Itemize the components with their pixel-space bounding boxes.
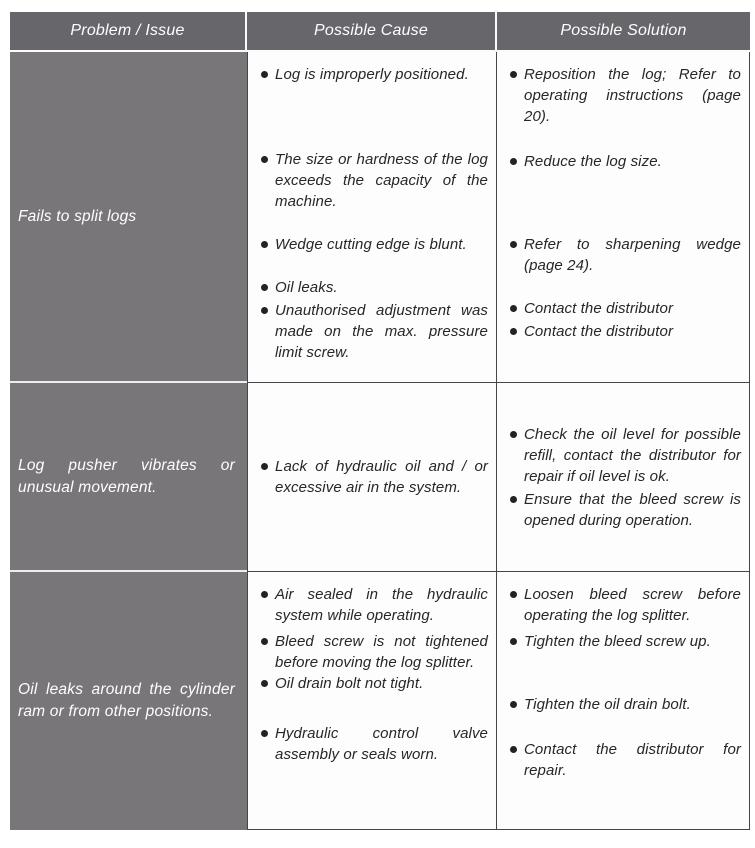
bullet-item [509,584,741,626]
cause-cell-row2 [247,383,497,572]
cause-text: The size or hardness of the log exceeds the capacity of the machine. [275,151,488,210]
solution-text: Reposition the log; Refer to operating instructions (page 20). [524,66,741,125]
bullet-icon [510,638,517,645]
solution-text: Loosen bleed screw before operating the log splitter. [524,586,741,624]
troubleshooting-table [10,12,750,830]
bullet-icon [261,241,268,248]
bullet-item [260,584,488,626]
bullet-item [260,673,488,694]
solution-text: Contact the distributor [524,323,674,340]
solution-text: Tighten the oil drain bolt. [524,696,691,713]
cause-text: Air sealed in the hydraulic system while operating. [275,586,488,624]
bullet-item [509,694,741,715]
bullet-item [260,456,488,498]
header-cell-solution [497,12,750,52]
header-label-solution: Possible Solution [560,22,687,39]
bullet-item [509,234,741,276]
bullet-icon [510,431,517,438]
bullet-icon [261,730,268,737]
header-label-problem: Problem / Issue [70,22,185,39]
cause-text: Hydraulic control valve assembly or seals worn. [275,725,488,763]
bullet-item [509,631,741,652]
solution-text: Check the oil level for possible refill, contact the distributor for repair if oil level is ok. [524,425,741,485]
bullet-item [509,321,741,342]
cause-text: Bleed screw is not tightened before moving the log splitter. [275,633,488,671]
problem-text: Fails to split logs [18,207,137,225]
bullet-icon [510,328,517,335]
bullet-icon [510,305,517,312]
problem-cell-fails-to-split [10,52,247,383]
solution-text: Tighten the bleed screw up. [524,633,711,650]
cause-cell-row1 [247,52,497,383]
header-cell-problem [10,12,247,52]
bullet-icon [510,701,517,708]
bullet-icon [510,591,517,598]
cause-text: Oil drain bolt not tight. [275,675,424,692]
bullet-item [260,300,488,363]
cause-text: Lack of hydraulic oil and / or excessive air in the system. [275,458,488,496]
solution-text: Reduce the log size. [524,153,662,170]
bullet-icon [261,156,268,163]
bullet-icon [510,746,517,753]
bullet-icon [261,680,268,687]
bullet-icon [510,71,517,78]
cause-cell-row3 [247,572,497,830]
bullet-item [509,298,741,319]
bullet-icon [261,591,268,598]
solution-cell-row2 [497,383,750,572]
bullet-icon [510,496,517,503]
bullet-item [509,489,741,531]
bullet-icon [261,307,268,314]
header-label-cause: Possible Cause [314,22,428,39]
header-cell-cause [247,12,497,52]
bullet-icon [510,241,517,248]
cause-text: Wedge cutting edge is blunt. [275,236,467,253]
problem-cell-log-pusher-vibrates [10,383,247,572]
cause-text: Unauthorised adjustment was made on the max. pressure limit screw. [275,302,488,361]
solution-text: Contact the distributor for repair. [524,741,741,779]
cause-text: Log is improperly positioned. [275,66,469,83]
cause-text: Oil leaks. [275,279,338,296]
solution-text: Contact the distributor [524,300,674,317]
bullet-item [260,277,488,298]
bullet-item [260,234,488,255]
bullet-item [260,149,488,212]
solution-text: Ensure that the bleed screw is opened during operation. [524,490,741,529]
solution-cell-row1 [497,52,750,383]
bullet-item [260,631,488,673]
bullet-icon [261,284,268,291]
solution-cell-row3 [497,572,750,830]
bullet-icon [261,638,268,645]
bullet-item [260,723,488,765]
problem-text: Log pusher vibrates or unusual movement. [18,456,235,496]
bullet-item [509,64,741,127]
bullet-icon [261,71,268,78]
bullet-item [509,739,741,781]
bullet-icon [261,463,268,470]
bullet-icon [510,158,517,165]
bullet-item [260,64,488,85]
bullet-item [509,424,741,487]
solution-text: Refer to sharpening wedge (page 24). [524,236,741,274]
problem-text: Oil leaks around the cylinder ram or from other positions. [18,681,235,720]
bullet-item [509,151,741,172]
problem-cell-oil-leaks [10,572,247,830]
